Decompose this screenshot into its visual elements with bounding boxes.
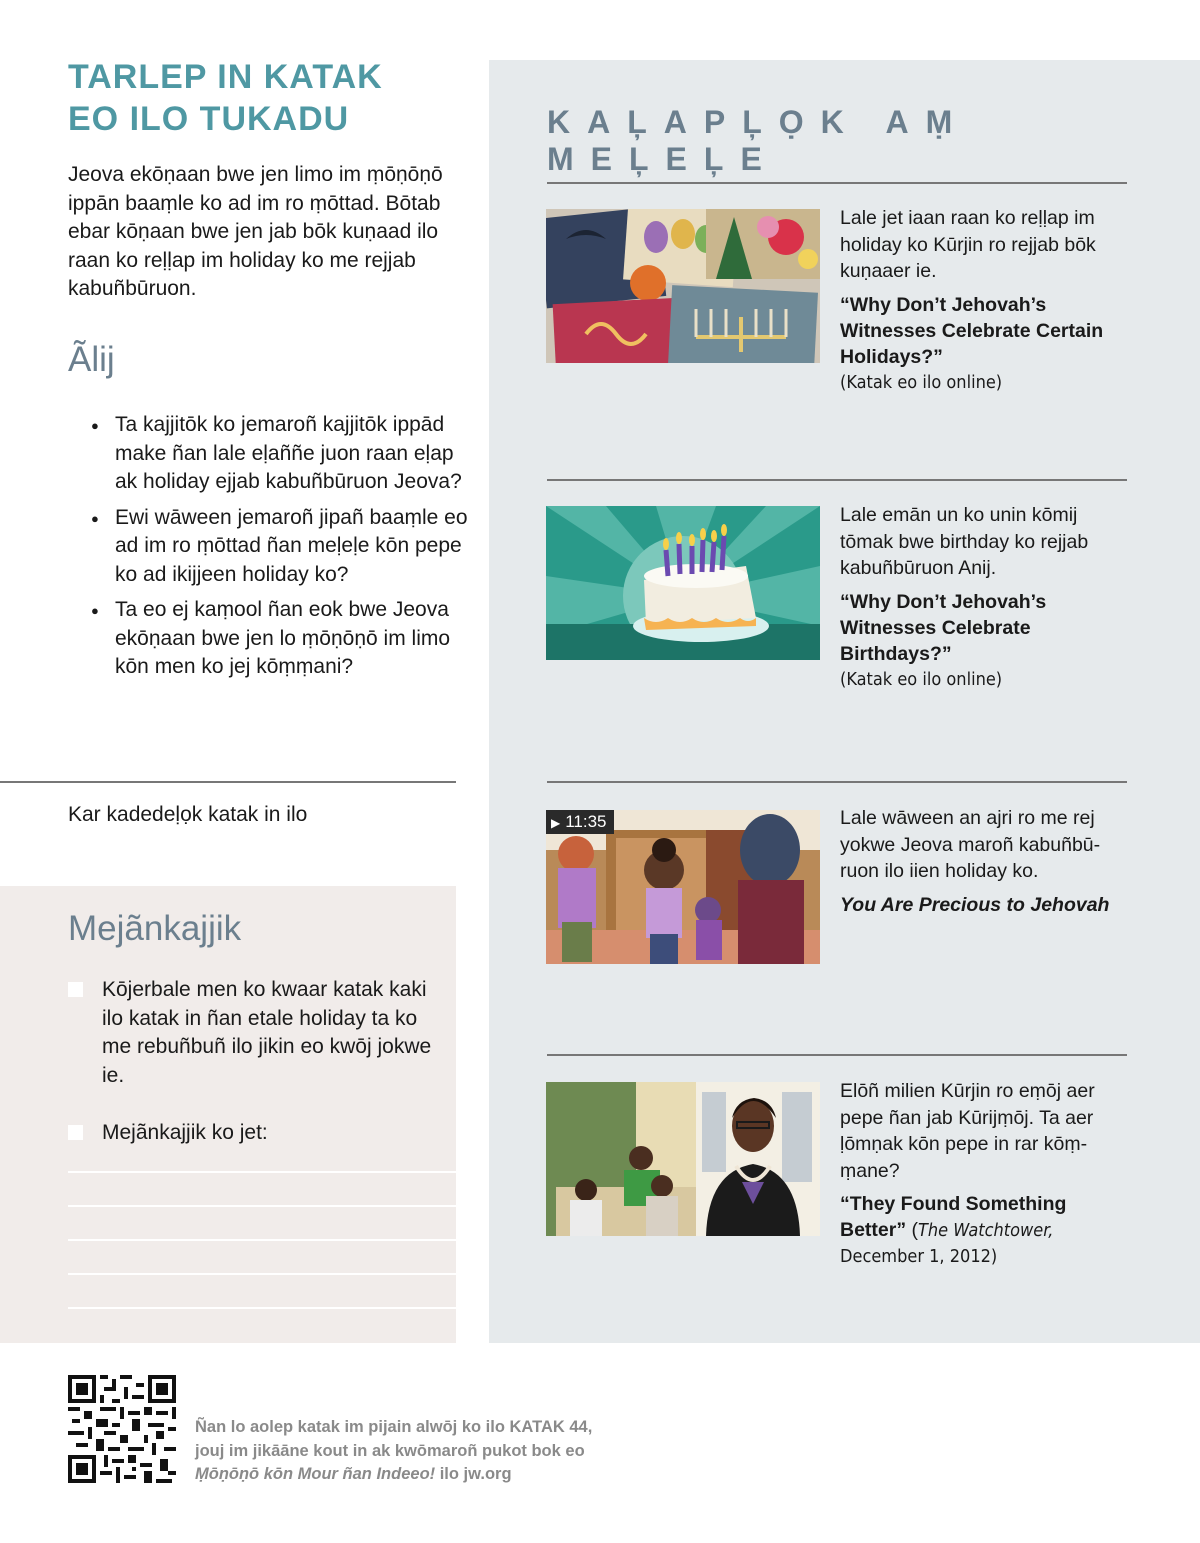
footer-line1: Ñan lo aolep katak im pijain alwōj ko ilo KATAK 44,: [195, 1418, 593, 1436]
divider: [547, 479, 1127, 481]
footer-line2: jouj im jikāāne kout in ak kwōmaroñ pukot bok eo: [195, 1441, 585, 1460]
footer-line3-suffix: ilo jw.org: [435, 1465, 512, 1483]
writing-line[interactable]: [68, 1239, 456, 1241]
goal-item[interactable]: [68, 976, 448, 1090]
writing-line[interactable]: [68, 1307, 456, 1309]
goal-text: Mejãnkajjik ko jet:: [102, 1121, 268, 1144]
goals-heading: Mejãnkajjik: [68, 909, 242, 948]
resource-title-link[interactable]: “Why Don’t Jehovah’s Witnesses Celebrate Birthdays?”: [840, 590, 1047, 665]
explore-heading: KAĻAPĻỌK AṂ MEĻEĻE: [547, 104, 970, 177]
writing-line[interactable]: [68, 1273, 456, 1275]
summary-title-line1: TARLEP IN KATAK: [68, 58, 383, 96]
divider: [547, 1054, 1127, 1056]
play-icon: ▶: [551, 816, 561, 830]
footer-note: [195, 1416, 675, 1487]
holidays-thumbnail[interactable]: [546, 209, 820, 363]
woman-photo-thumbnail[interactable]: [546, 1082, 820, 1236]
resource-description: Elōñ milien Kūrjin ro eṃōj aer pepe ñan jab Kūrijṃōj. Ta aer ḷōmṇak kōn pepe in rar kōṃ-ṃane?: [840, 1080, 1095, 1182]
writing-line[interactable]: [68, 1205, 456, 1207]
resource-source: (Katak eo ilo online): [840, 371, 1003, 393]
footer-book-title: Ṃōṇōṇō kōn Mour ñan Indeeo!: [195, 1465, 436, 1483]
review-question: ● Ewi wāween jemaroñ jipañ baaṃle eo ad im ro ṃōttad ñan meḷeḷe kōn pepe ko ad ikijjeen holiday ko?: [88, 504, 468, 590]
resource-title-link[interactable]: You Are Precious to Jehovah: [840, 893, 1110, 916]
summary-title: [68, 56, 468, 140]
resource-source: (Katak eo ilo online): [840, 668, 1003, 690]
goal-text: Kōjerbale men ko kwaar katak kaki ilo katak in ñan etale holiday ta ko me rebuñbuñ ilo jikin eo kwōj jokwe ie.: [102, 978, 432, 1087]
resource-article: [840, 1078, 1130, 1270]
resource-source-open: (: [906, 1219, 919, 1241]
birthday-cake-thumbnail[interactable]: [546, 506, 820, 660]
review-question-list: [88, 411, 468, 689]
resource-video: [840, 805, 1130, 918]
goal-checkbox[interactable]: [68, 982, 83, 997]
review-question: ● Ta eo ej kaṃool ñan eok bwe Jeova ekōṇaan bwe jen lo ṃōṇōṇō im limo kōn men ko jej kōṃṃani?: [88, 596, 468, 682]
resource-title-link[interactable]: “They Found Something Better”: [840, 1193, 1067, 1241]
resource-title-block: [840, 1191, 1130, 1244]
qr-code[interactable]: [68, 1375, 176, 1483]
divider: [547, 781, 1127, 783]
review-heading: Ãlij: [68, 340, 115, 379]
resource-description: Lale emān un ko unin kōmij tōmak bwe birthday ko rejjab kabuñbūruon Anij.: [840, 504, 1089, 579]
resource-description: Lale wāween an ajri ro me rej yokwe Jeova maroñ kabuñbū-ruon ilo iien holiday ko.: [840, 807, 1101, 882]
goal-item[interactable]: [68, 1119, 448, 1148]
writing-line[interactable]: [68, 1171, 456, 1173]
resource-source-date: December 1, 2012): [840, 1246, 998, 1267]
resource-holidays: [840, 205, 1130, 396]
summary-title-line2: EO ILO TUKADU: [68, 100, 350, 138]
divider: [0, 781, 456, 783]
completed-label: Kar kadedeḷọk katak in ilo: [68, 803, 308, 826]
video-duration-badge: [546, 810, 614, 834]
resource-birthdays: [840, 502, 1130, 693]
review-question: ● Ta kajjitōk ko jemaroñ kajjitōk ippād make ñan lale eḷaññe juon raan eḷap ak holiday ejjab kabuñbūruon Jeova?: [88, 411, 468, 497]
resource-description: Lale jet iaan raan ko reḷḷap im holiday ko Kūrjin ro rejjab bōk kuṇaaer ie.: [840, 207, 1096, 282]
video-thumbnail[interactable]: [546, 810, 820, 964]
resource-source-publication: The Watchtower,: [918, 1220, 1054, 1241]
divider: [547, 182, 1127, 184]
video-duration: 11:35: [565, 812, 607, 831]
goal-checkbox[interactable]: [68, 1125, 83, 1140]
intro-paragraph: Jeova ekōṇaan bwe jen limo im ṃōṇōṇō ippān baaṃle ko ad im ro ṃōttad. Bōtab ebar kōṇaan bwe jen jab bōk kuṇaad ilo raan ko reḷḷap im holiday ko me rejjab kabuñbūruon.: [68, 163, 443, 300]
resource-title-link[interactable]: “Why Don’t Jehovah’s Witnesses Celebrate Certain Holidays?”: [840, 293, 1104, 368]
